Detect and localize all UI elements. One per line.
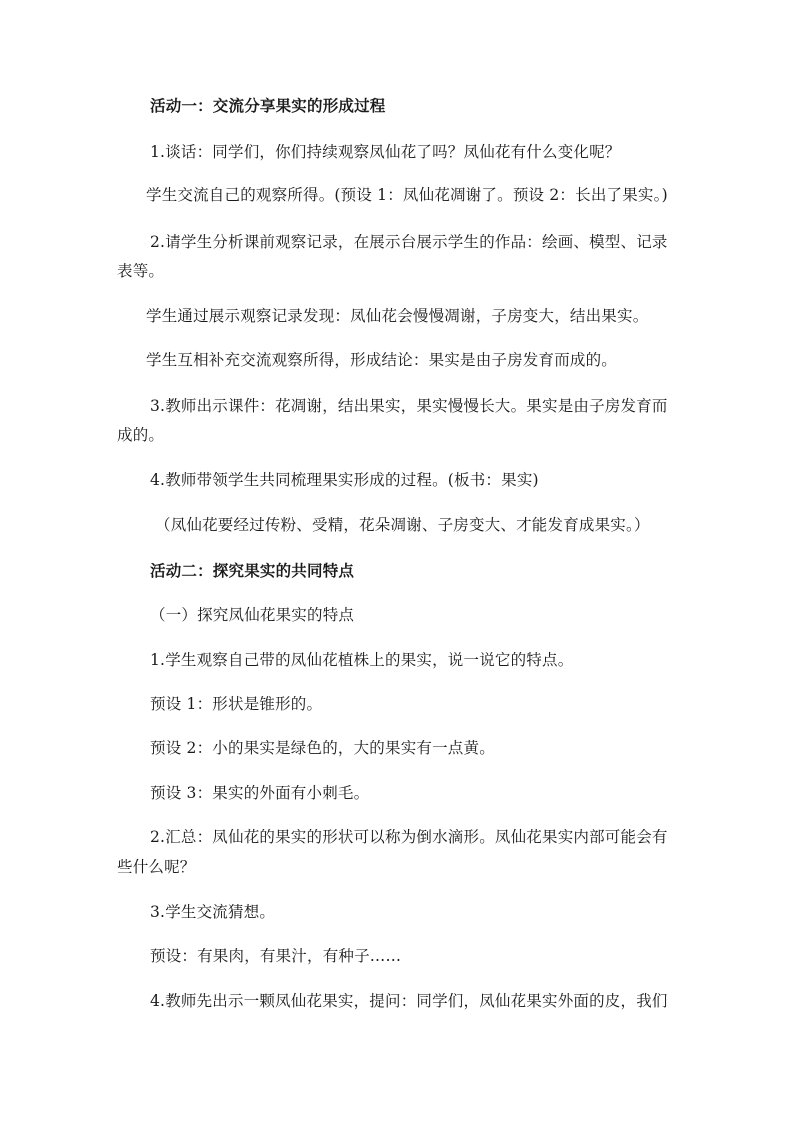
paragraph: 预设 1：形状是锥形的。: [150, 695, 323, 713]
subheading: （一）探究凤仙花果实的特点: [150, 606, 355, 624]
paragraph-continuation: 表等。: [117, 262, 165, 280]
paragraph: 学生通过展示观察记录发现：凤仙花会慢慢凋谢，子房变大，结出果实。: [146, 307, 649, 325]
paragraph: 学生交流自己的观察所得。(预设 1：凤仙花凋谢了。预设 2：长出了果实。): [146, 186, 668, 204]
paragraph: 1.谈话：同学们，你们持续观察凤仙花了吗？凤仙花有什么变化呢？: [150, 143, 621, 161]
paragraph: 2.请学生分析课前观察记录，在展示台展示学生的作品：绘画、模型、记录: [150, 233, 668, 251]
paragraph-continuation: 些什么呢？: [117, 858, 196, 876]
activity-two-heading: 活动二：探究果实的共同特点: [150, 561, 355, 580]
paragraph: 1.学生观察自己带的凤仙花植株上的果实，说一说它的特点。: [150, 651, 574, 669]
paragraph: 4.教师带领学生共同梳理果实形成的过程。(板书：果实): [150, 471, 539, 489]
paragraph: 预设 3：果实的外面有小刺毛。: [150, 784, 370, 802]
paragraph: 预设：有果肉，有果汁，有种子……: [150, 947, 402, 965]
paragraph: 预设 2：小的果实是绿色的，大的果实有一点黄。: [150, 739, 495, 757]
activity-one-heading: 活动一：交流分享果实的形成过程: [150, 96, 386, 115]
paragraph-continuation: 成的。: [117, 426, 165, 444]
paragraph: 3.教师出示课件：花凋谢，结出果实，果实慢慢长大。果实是由子房发育而: [150, 397, 668, 415]
paragraph: 4.教师先出示一颗凤仙花果实，提问：同学们，凤仙花果实外面的皮，我们: [150, 992, 668, 1010]
paragraph: （凤仙花要经过传粉、受精，花朵凋谢、子房变大、才能发育成果实。）: [155, 516, 650, 534]
paragraph: 学生互相补充交流观察所得，形成结论：果实是由子房发育而成的。: [146, 351, 618, 369]
paragraph: 3.学生交流猜想。: [150, 903, 276, 921]
paragraph: 2.汇总：凤仙花的果实的形状可以称为倒水滴形。凤仙花果实内部可能会有: [150, 828, 668, 846]
